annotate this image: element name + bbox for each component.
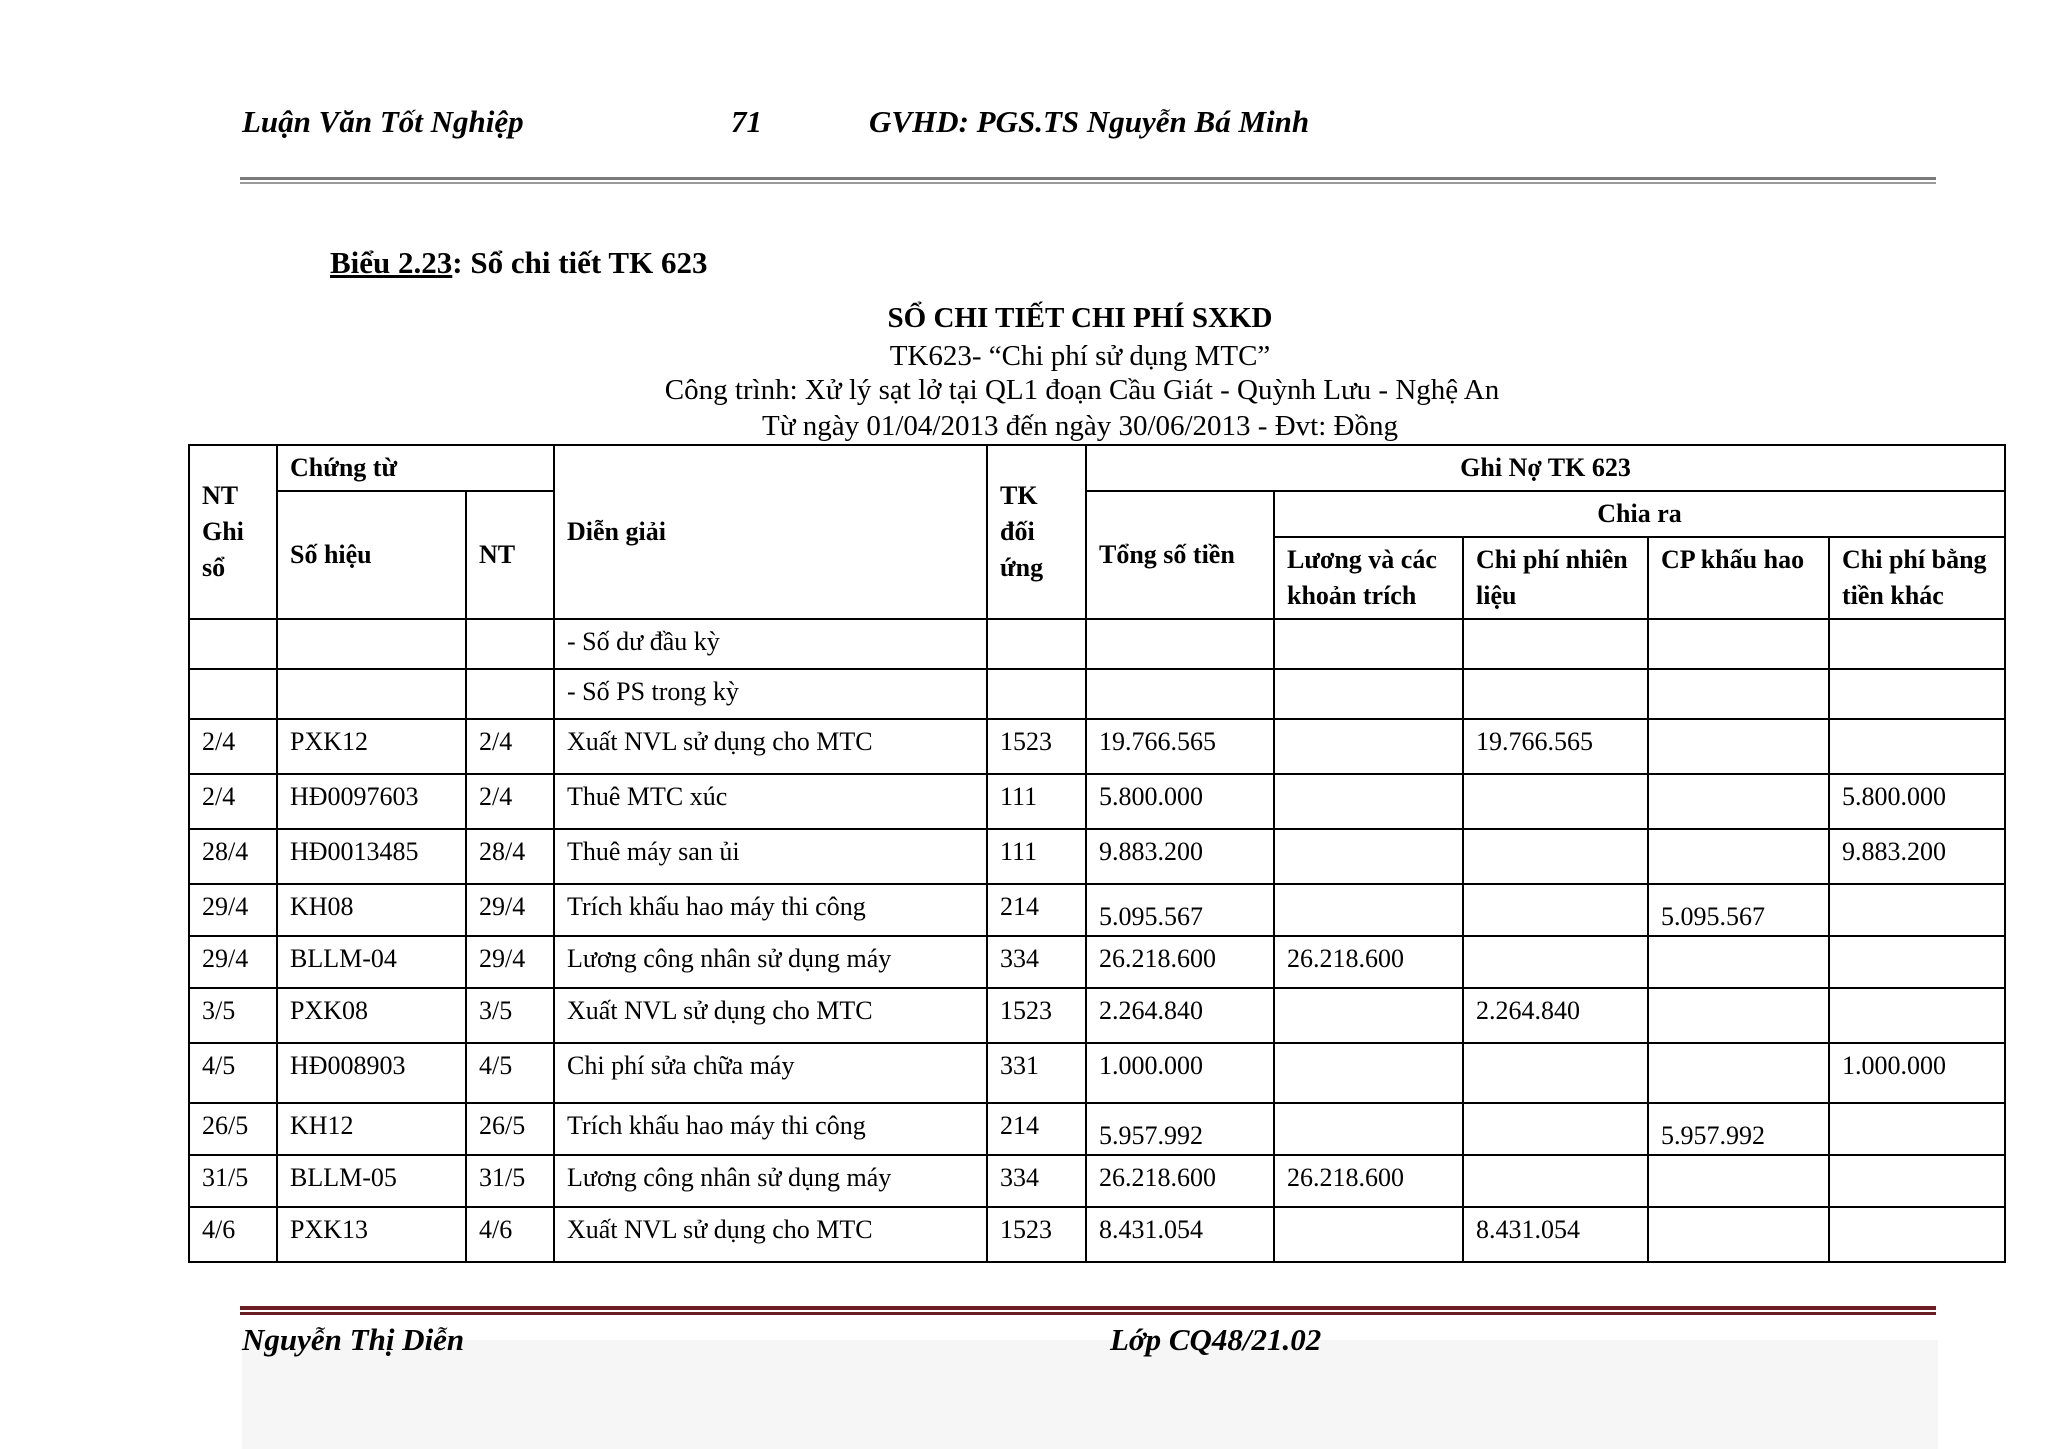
cell-tien-khac: 9.883.200 xyxy=(1829,829,2005,884)
cell-tien-khac xyxy=(1829,619,2005,669)
cell-dien-giai: Trích khấu hao máy thi công xyxy=(554,1103,987,1155)
cell-dien-giai: - Số PS trong kỳ xyxy=(554,669,987,719)
cell-nt: 29/4 xyxy=(466,936,554,988)
header-nt-ghi-so: NT Ghi sổ xyxy=(189,445,277,619)
cell-tk-doi-ung: 1523 xyxy=(987,719,1086,774)
cell-khau-hao: 5.957.992 xyxy=(1648,1103,1829,1155)
header-khau-hao: CP khấu hao xyxy=(1648,537,1829,619)
cell-so-hieu xyxy=(277,619,466,669)
cell-tien-khac xyxy=(1829,988,2005,1043)
cell-nhien-lieu: 19.766.565 xyxy=(1463,719,1648,774)
header-tien-khac: Chi phí bằng tiền khác xyxy=(1829,537,2005,619)
cell-so-hieu: PXK12 xyxy=(277,719,466,774)
cell-tong-so-tien xyxy=(1086,669,1274,719)
cell-nt: 2/4 xyxy=(466,774,554,829)
caption-text: : Sổ chi tiết TK 623 xyxy=(452,245,708,280)
cell-khau-hao xyxy=(1648,774,1829,829)
cell-dien-giai: Chi phí sửa chữa máy xyxy=(554,1043,987,1103)
cell-luong: 26.218.600 xyxy=(1274,936,1463,988)
cell-khau-hao xyxy=(1648,829,1829,884)
cell-nt: 4/6 xyxy=(466,1207,554,1262)
cell-tong-so-tien: 26.218.600 xyxy=(1086,936,1274,988)
footer-author: Nguyễn Thị Diễn xyxy=(242,1322,465,1357)
cell-tong-so-tien: 5.095.567 xyxy=(1086,884,1274,936)
cell-tien-khac xyxy=(1829,1155,2005,1207)
cell-tk-doi-ung: 1523 xyxy=(987,1207,1086,1262)
cell-nt: 29/4 xyxy=(466,884,554,936)
document-project: Công trình: Xử lý sạt lở tại QL1 đoạn Cầu Giát - Quỳnh Lưu - Nghệ An xyxy=(664,374,1500,406)
header-tk-doi-ung: TK đối ứng xyxy=(987,445,1086,619)
cell-nhien-lieu xyxy=(1463,669,1648,719)
cell-nhien-lieu: 8.431.054 xyxy=(1463,1207,1648,1262)
cell-nt-ghi-so: 4/6 xyxy=(189,1207,277,1262)
cell-dien-giai: Trích khấu hao máy thi công xyxy=(554,884,987,936)
cell-nhien-lieu: 2.264.840 xyxy=(1463,988,1648,1043)
cell-nt-ghi-so: 2/4 xyxy=(189,719,277,774)
cell-tien-khac xyxy=(1829,884,2005,936)
cell-tk-doi-ung: 111 xyxy=(987,774,1086,829)
page-bottom-shade xyxy=(242,1340,1938,1449)
table-row xyxy=(189,1207,2005,1262)
footer-rule xyxy=(240,1306,1936,1315)
cell-so-hieu: KH08 xyxy=(277,884,466,936)
cell-tk-doi-ung: 111 xyxy=(987,829,1086,884)
cell-so-hieu: PXK08 xyxy=(277,988,466,1043)
header-nhien-lieu: Chi phí nhiên liệu xyxy=(1463,537,1648,619)
header-nt: NT xyxy=(466,491,554,619)
cell-luong xyxy=(1274,1207,1463,1262)
cell-dien-giai: Thuê MTC xúc xyxy=(554,774,987,829)
header-dien-giai: Diễn giải xyxy=(554,445,987,619)
cell-nt-ghi-so xyxy=(189,669,277,719)
header-supervisor: GVHD: PGS.TS Nguyễn Bá Minh xyxy=(869,104,1310,139)
document-period: Từ ngày 01/04/2013 đến ngày 30/06/2013 - Đvt: Đồng xyxy=(762,410,1398,442)
cell-khau-hao xyxy=(1648,719,1829,774)
table-row xyxy=(189,936,2005,988)
cell-so-hieu: HĐ0097603 xyxy=(277,774,466,829)
cell-tien-khac: 1.000.000 xyxy=(1829,1043,2005,1103)
cell-tien-khac xyxy=(1829,936,2005,988)
header-luong: Lương và các khoản trích xyxy=(1274,537,1463,619)
cell-nhien-lieu xyxy=(1463,1103,1648,1155)
cell-tien-khac xyxy=(1829,1207,2005,1262)
cell-tong-so-tien: 9.883.200 xyxy=(1086,829,1274,884)
cell-tk-doi-ung: 214 xyxy=(987,884,1086,936)
table-row xyxy=(189,1155,2005,1207)
cell-tong-so-tien: 19.766.565 xyxy=(1086,719,1274,774)
cell-so-hieu: HĐ008903 xyxy=(277,1043,466,1103)
cell-tien-khac xyxy=(1829,1103,2005,1155)
cell-tk-doi-ung: 334 xyxy=(987,1155,1086,1207)
cell-luong xyxy=(1274,774,1463,829)
cell-luong xyxy=(1274,669,1463,719)
cell-so-hieu: BLLM-04 xyxy=(277,936,466,988)
cell-khau-hao xyxy=(1648,1155,1829,1207)
cell-tong-so-tien: 8.431.054 xyxy=(1086,1207,1274,1262)
cell-khau-hao: 5.095.567 xyxy=(1648,884,1829,936)
cell-nt: 3/5 xyxy=(466,988,554,1043)
cell-nt-ghi-so: 29/4 xyxy=(189,936,277,988)
cell-luong: 26.218.600 xyxy=(1274,1155,1463,1207)
cell-tong-so-tien xyxy=(1086,619,1274,669)
cell-nhien-lieu xyxy=(1463,884,1648,936)
table-row xyxy=(189,829,2005,884)
cell-nt xyxy=(466,619,554,669)
header-so-hieu: Số hiệu xyxy=(277,491,466,619)
cell-so-hieu: BLLM-05 xyxy=(277,1155,466,1207)
cell-khau-hao xyxy=(1648,1043,1829,1103)
cell-nt-ghi-so: 3/5 xyxy=(189,988,277,1043)
table-row xyxy=(189,884,2005,936)
caption-label: Biểu 2.23 xyxy=(330,245,453,280)
cell-nt-ghi-so: 31/5 xyxy=(189,1155,277,1207)
cell-nhien-lieu xyxy=(1463,619,1648,669)
cell-nt xyxy=(466,669,554,719)
cell-tk-doi-ung xyxy=(987,669,1086,719)
header-thesis-title: Luận Văn Tốt Nghiệp xyxy=(242,104,524,139)
document-account: TK623- “Chi phí sử dụng MTC” xyxy=(889,340,1271,372)
cell-so-hieu: KH12 xyxy=(277,1103,466,1155)
cell-tien-khac xyxy=(1829,719,2005,774)
cell-nt-ghi-so: 4/5 xyxy=(189,1043,277,1103)
cell-nt-ghi-so: 26/5 xyxy=(189,1103,277,1155)
table-row xyxy=(189,619,2005,669)
cell-dien-giai: Thuê máy san ủi xyxy=(554,829,987,884)
cell-dien-giai: Xuất NVL sử dụng cho MTC xyxy=(554,1207,987,1262)
cell-nt: 26/5 xyxy=(466,1103,554,1155)
cell-tong-so-tien: 5.957.992 xyxy=(1086,1103,1274,1155)
cell-tk-doi-ung: 1523 xyxy=(987,988,1086,1043)
cell-luong xyxy=(1274,1103,1463,1155)
table-row xyxy=(189,1103,2005,1155)
cell-nhien-lieu xyxy=(1463,774,1648,829)
cell-tk-doi-ung: 331 xyxy=(987,1043,1086,1103)
cell-khau-hao xyxy=(1648,669,1829,719)
footer-class: Lớp CQ48/21.02 xyxy=(1110,1322,1322,1357)
table-row xyxy=(189,1043,2005,1103)
cell-nt: 4/5 xyxy=(466,1043,554,1103)
table-row xyxy=(189,988,2005,1043)
cell-dien-giai: Xuất NVL sử dụng cho MTC xyxy=(554,988,987,1043)
cell-tk-doi-ung xyxy=(987,619,1086,669)
cell-nt: 28/4 xyxy=(466,829,554,884)
cell-tien-khac: 5.800.000 xyxy=(1829,774,2005,829)
cell-nhien-lieu xyxy=(1463,1155,1648,1207)
cell-dien-giai: - Số dư đầu kỳ xyxy=(554,619,987,669)
page-number: 71 xyxy=(731,104,762,139)
cell-tong-so-tien: 1.000.000 xyxy=(1086,1043,1274,1103)
document-title: SỔ CHI TIẾT CHI PHÍ SXKD xyxy=(887,302,1273,334)
cell-nt-ghi-so: 28/4 xyxy=(189,829,277,884)
cell-tong-so-tien: 26.218.600 xyxy=(1086,1155,1274,1207)
cell-khau-hao xyxy=(1648,619,1829,669)
cell-tk-doi-ung: 214 xyxy=(987,1103,1086,1155)
figure-caption xyxy=(330,245,707,281)
cell-nt: 2/4 xyxy=(466,719,554,774)
cell-so-hieu: PXK13 xyxy=(277,1207,466,1262)
cell-dien-giai: Lương công nhân sử dụng máy xyxy=(554,1155,987,1207)
cell-luong xyxy=(1274,619,1463,669)
cell-khau-hao xyxy=(1648,1207,1829,1262)
cell-nhien-lieu xyxy=(1463,1043,1648,1103)
header-chung-tu: Chứng từ xyxy=(277,445,554,491)
header-rule xyxy=(240,177,1936,184)
cell-luong xyxy=(1274,829,1463,884)
cell-tong-so-tien: 5.800.000 xyxy=(1086,774,1274,829)
header-ghi-no: Ghi Nợ TK 623 xyxy=(1086,445,2005,491)
header-tong-so-tien: Tổng số tiền xyxy=(1086,491,1274,619)
table-row xyxy=(189,774,2005,829)
cell-luong xyxy=(1274,1043,1463,1103)
cell-luong xyxy=(1274,884,1463,936)
cell-luong xyxy=(1274,719,1463,774)
cell-nt: 31/5 xyxy=(466,1155,554,1207)
cell-nt-ghi-so: 2/4 xyxy=(189,774,277,829)
cell-nhien-lieu xyxy=(1463,936,1648,988)
cell-nt-ghi-so xyxy=(189,619,277,669)
cell-nhien-lieu xyxy=(1463,829,1648,884)
cell-so-hieu: HĐ0013485 xyxy=(277,829,466,884)
cell-tong-so-tien: 2.264.840 xyxy=(1086,988,1274,1043)
ledger-table xyxy=(188,444,2006,1263)
cell-dien-giai: Xuất NVL sử dụng cho MTC xyxy=(554,719,987,774)
cell-khau-hao xyxy=(1648,988,1829,1043)
header-chia-ra: Chia ra xyxy=(1274,491,2005,537)
cell-dien-giai: Lương công nhân sử dụng máy xyxy=(554,936,987,988)
cell-tien-khac xyxy=(1829,669,2005,719)
table-row xyxy=(189,719,2005,774)
cell-so-hieu xyxy=(277,669,466,719)
cell-nt-ghi-so: 29/4 xyxy=(189,884,277,936)
cell-luong xyxy=(1274,988,1463,1043)
table-row xyxy=(189,669,2005,719)
cell-tk-doi-ung: 334 xyxy=(987,936,1086,988)
cell-khau-hao xyxy=(1648,936,1829,988)
